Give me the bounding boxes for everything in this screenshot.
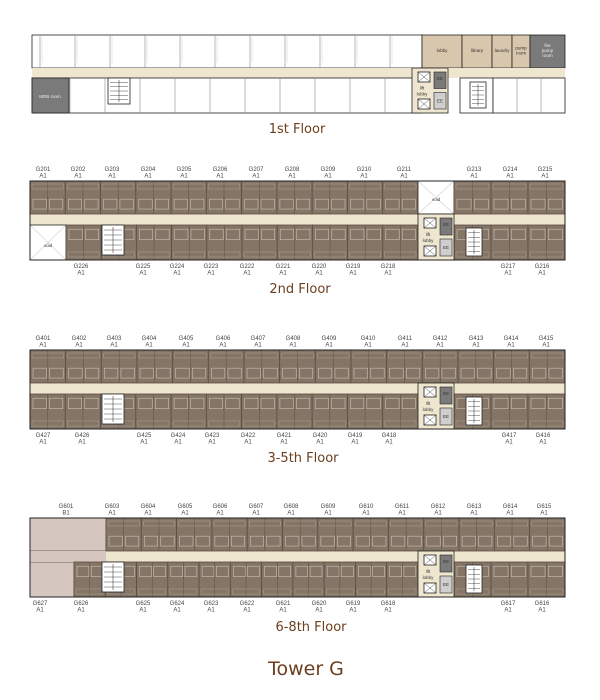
unit-code-label: G605 <box>177 504 193 510</box>
unit-type-label: A1 <box>145 342 153 349</box>
unit-code-label: G422 <box>240 433 256 439</box>
unit-type-label: A1 <box>401 342 409 349</box>
unit-code-label: G603 <box>104 504 120 510</box>
unit-type-label: A1 <box>434 510 442 517</box>
unit-code-label: G601 <box>58 504 74 510</box>
unit-type-label: A1 <box>538 607 546 614</box>
unit-type-label: B1 <box>62 510 70 517</box>
unit-type-label: A1 <box>108 173 116 180</box>
unit-type-label: A1 <box>349 270 357 277</box>
unit-code-label: G610 <box>358 504 374 510</box>
unit-code-label: G420 <box>312 433 328 439</box>
unit-code-label: G611 <box>394 504 410 510</box>
unit-type-label: A1 <box>244 439 252 446</box>
unit-code-label: G606 <box>212 504 228 510</box>
unit-type-label: A1 <box>280 439 288 446</box>
service-room-label: room <box>542 53 553 58</box>
unit-code-label: G217 <box>500 264 516 270</box>
unit-type-label: A1 <box>180 173 188 180</box>
ground-bays-top <box>32 35 422 68</box>
shaft-mark-ee: EE <box>436 76 444 81</box>
unit-code-label: G417 <box>501 433 517 439</box>
unit-code-label: G205 <box>176 167 192 173</box>
unit-type-label: A1 <box>288 173 296 180</box>
unit-type-label: A1 <box>507 342 515 349</box>
unit-code-label: G410 <box>360 336 376 342</box>
corridor <box>30 551 565 562</box>
unit-code-label: G626 <box>73 601 89 607</box>
unit-code-label: G226 <box>73 264 89 270</box>
unit-code-label: G427 <box>35 433 51 439</box>
unit-type-label: A1 <box>506 510 514 517</box>
floor-title-1st: 1st Floor <box>268 122 326 137</box>
lift-lobby-label-2: lobby <box>422 407 434 412</box>
unit-code-label: G218 <box>380 264 396 270</box>
unit-b1-top <box>30 518 106 551</box>
unit-type-label: A1 <box>316 439 324 446</box>
shaft-mark-ee: EE <box>442 414 450 419</box>
floor-title-3-5th: 3-5th Floor <box>267 451 339 466</box>
unit-code-label: G219 <box>345 264 361 270</box>
unit-code-label: G213 <box>466 167 482 173</box>
unit-b1-bottom <box>30 562 74 597</box>
unit-code-label: G614 <box>502 504 518 510</box>
lift-lobby-label: lift <box>425 401 431 406</box>
lift-lobby-label: lift <box>425 569 431 574</box>
unit-type-label: A1 <box>39 173 47 180</box>
unit-type-label: A1 <box>108 510 116 517</box>
shaft-mark-ee: EE <box>442 582 450 587</box>
unit-type-label: A1 <box>243 270 251 277</box>
unit-type-label: A1 <box>74 173 82 180</box>
unit-type-label: A1 <box>252 510 260 517</box>
unit-code-label: G609 <box>320 504 336 510</box>
unit-code-label: G401 <box>35 336 51 342</box>
unit-code-label: G426 <box>74 433 90 439</box>
unit-code-label: G412 <box>432 336 448 342</box>
unit-type-label: A1 <box>287 510 295 517</box>
unit-type-label: A1 <box>325 342 333 349</box>
unit-type-label: A1 <box>360 173 368 180</box>
unit-type-label: A1 <box>252 173 260 180</box>
service-room-label: laundry <box>494 48 510 53</box>
unit-type-label: A1 <box>470 510 478 517</box>
unit-code-label: G409 <box>321 336 337 342</box>
unit-code-label: G618 <box>380 601 396 607</box>
floor-title-6-8th: 6-8th Floor <box>275 620 347 635</box>
unit-code-label: G424 <box>170 433 186 439</box>
service-room-label: library <box>470 48 484 53</box>
unit-type-label: A1 <box>384 607 392 614</box>
unit-type-label: A1 <box>75 342 83 349</box>
unit-type-label: A1 <box>182 342 190 349</box>
unit-code-label: G414 <box>503 336 519 342</box>
ground-bays-bottom <box>32 78 422 113</box>
unit-code-label: G203 <box>104 167 120 173</box>
unit-code-label: G613 <box>466 504 482 510</box>
unit-type-label: A1 <box>384 270 392 277</box>
unit-code-label: G413 <box>468 336 484 342</box>
corridor <box>30 214 565 225</box>
lift-lobby-label-2: lobby <box>422 238 434 243</box>
floor-plan-1st <box>32 35 565 113</box>
unit-type-label: A1 <box>139 270 147 277</box>
unit-type-label: A1 <box>279 270 287 277</box>
unit-code-label: G612 <box>430 504 446 510</box>
unit-code-label: G619 <box>345 601 361 607</box>
unit-type-label: A1 <box>538 270 546 277</box>
unit-code-label: G402 <box>71 336 87 342</box>
unit-type-label: A1 <box>364 342 372 349</box>
unit-code-label: G221 <box>275 264 291 270</box>
tower-title: Tower G <box>268 658 344 680</box>
unit-code-label: G201 <box>35 167 51 173</box>
unit-code-label: G407 <box>250 336 266 342</box>
service-room-label: pump <box>541 48 554 53</box>
unit-code-label: G416 <box>535 433 551 439</box>
unit-code-label: G220 <box>311 264 327 270</box>
unit-code-label: G206 <box>212 167 228 173</box>
unit-type-label: A1 <box>216 510 224 517</box>
unit-code-label: G405 <box>178 336 194 342</box>
unit-code-label: G211 <box>396 167 412 173</box>
unit-type-label: A1 <box>436 342 444 349</box>
unit-type-label: A1 <box>349 607 357 614</box>
unit-type-label: A1 <box>470 173 478 180</box>
unit-type-label: A1 <box>351 439 359 446</box>
unit-code-label: G216 <box>534 264 550 270</box>
void-label: void <box>431 197 441 202</box>
unit-code-label: G403 <box>106 336 122 342</box>
unit-type-label: A1 <box>315 607 323 614</box>
unit-code-label: G225 <box>135 264 151 270</box>
floor-plan-3-5th <box>30 336 565 446</box>
unit-type-label: A1 <box>324 510 332 517</box>
unit-code-label: G411 <box>397 336 413 342</box>
lift-lobby-label-2: lobby <box>422 575 434 580</box>
unit-code-label: G623 <box>203 601 219 607</box>
unit-type-label: A1 <box>315 270 323 277</box>
unit-type-label: A1 <box>400 173 408 180</box>
unit-type-label: A1 <box>110 342 118 349</box>
floor-plan-6-8th <box>30 504 565 614</box>
unit-type-label: A1 <box>173 270 181 277</box>
unit-code-label: G604 <box>140 504 156 510</box>
unit-type-label: A1 <box>324 173 332 180</box>
unit-code-label: G404 <box>141 336 157 342</box>
shaft-mark-ee: EE <box>436 98 444 104</box>
unit-code-label: G406 <box>215 336 231 342</box>
unit-type-label: A1 <box>254 342 262 349</box>
unit-type-label: A1 <box>504 270 512 277</box>
corridor <box>30 383 565 394</box>
unit-type-label: A1 <box>505 439 513 446</box>
service-room-label: pump <box>515 45 527 51</box>
unit-type-label: A1 <box>181 510 189 517</box>
unit-type-label: A1 <box>173 607 181 614</box>
shaft-mark-ee: EE <box>442 222 450 227</box>
unit-code-label: G202 <box>70 167 86 173</box>
unit-type-label: A1 <box>541 173 549 180</box>
unit-type-label: A1 <box>78 439 86 446</box>
unit-type-label: A1 <box>139 607 147 614</box>
lift-lobby-label-2: lobby <box>416 91 428 97</box>
unit-code-label: G408 <box>285 336 301 342</box>
unit-type-label: A1 <box>144 173 152 180</box>
unit-code-label: G622 <box>239 601 255 607</box>
unit-code-label: G223 <box>203 264 219 270</box>
unit-type-label: A1 <box>362 510 370 517</box>
unit-type-label: A1 <box>144 510 152 517</box>
shaft-mark-ee: EE <box>442 245 450 250</box>
unit-type-label: A1 <box>208 439 216 446</box>
unit-type-label: A1 <box>39 342 47 349</box>
unit-code-label: G608 <box>283 504 299 510</box>
unit-code-label: G214 <box>502 167 518 173</box>
floor-title-2nd: 2nd Floor <box>269 282 331 297</box>
unit-code-label: G615 <box>536 504 552 510</box>
unit-type-label: A1 <box>504 607 512 614</box>
unit-type-label: A1 <box>540 510 548 517</box>
unit-code-label: G620 <box>311 601 327 607</box>
mdb-room-label: MDB room <box>39 94 61 99</box>
unit-type-label: A1 <box>207 607 215 614</box>
unit-type-label: A1 <box>39 439 47 446</box>
unit-type-label: A1 <box>472 342 480 349</box>
unit-code-label: G625 <box>135 601 151 607</box>
service-room-label: fire <box>544 43 551 48</box>
ground-bays-right <box>493 78 565 113</box>
unit-type-label: A1 <box>398 510 406 517</box>
unit-b1-mid <box>30 551 106 562</box>
lift-lobby-label: lift <box>419 85 425 91</box>
unit-type-label: A1 <box>243 607 251 614</box>
shaft-mark-ee: EE <box>442 391 450 396</box>
lift-lobby-label: lift <box>425 232 431 237</box>
floor-plan-2nd <box>30 167 565 277</box>
unit-code-label: G627 <box>32 601 48 607</box>
unit-code-label: G210 <box>356 167 372 173</box>
unit-type-label: A1 <box>542 342 550 349</box>
unit-type-label: A1 <box>77 270 85 277</box>
unit-code-label: G621 <box>275 601 291 607</box>
unit-code-label: G617 <box>500 601 516 607</box>
unit-code-label: G425 <box>136 433 152 439</box>
unit-type-label: A1 <box>539 439 547 446</box>
ground-corridor <box>32 68 422 78</box>
unit-code-label: G207 <box>248 167 264 173</box>
unit-code-label: G415 <box>538 336 554 342</box>
unit-code-label: G421 <box>276 433 292 439</box>
unit-code-label: G208 <box>284 167 300 173</box>
unit-type-label: A1 <box>207 270 215 277</box>
unit-code-label: G418 <box>381 433 397 439</box>
unit-type-label: A1 <box>174 439 182 446</box>
unit-type-label: A1 <box>385 439 393 446</box>
unit-code-label: G204 <box>140 167 156 173</box>
unit-code-label: G419 <box>347 433 363 439</box>
unit-code-label: G209 <box>320 167 336 173</box>
unit-code-label: G616 <box>534 601 550 607</box>
unit-type-label: A1 <box>506 173 514 180</box>
unit-type-label: A1 <box>219 342 227 349</box>
unit-type-label: A1 <box>216 173 224 180</box>
service-room-label: lobby <box>436 48 448 53</box>
unit-code-label: G215 <box>537 167 553 173</box>
unit-code-label: G624 <box>169 601 185 607</box>
unit-type-label: A1 <box>289 342 297 349</box>
service-room-label: room <box>515 50 527 56</box>
void-label: void <box>43 243 53 248</box>
unit-code-label: G607 <box>248 504 264 510</box>
unit-type-label: A1 <box>36 607 44 614</box>
unit-type-label: A1 <box>140 439 148 446</box>
unit-code-label: G423 <box>204 433 220 439</box>
unit-code-label: G224 <box>169 264 185 270</box>
unit-type-label: A1 <box>279 607 287 614</box>
unit-type-label: A1 <box>77 607 85 614</box>
shaft-mark-ee: EE <box>442 559 450 564</box>
unit-code-label: G222 <box>239 264 255 270</box>
